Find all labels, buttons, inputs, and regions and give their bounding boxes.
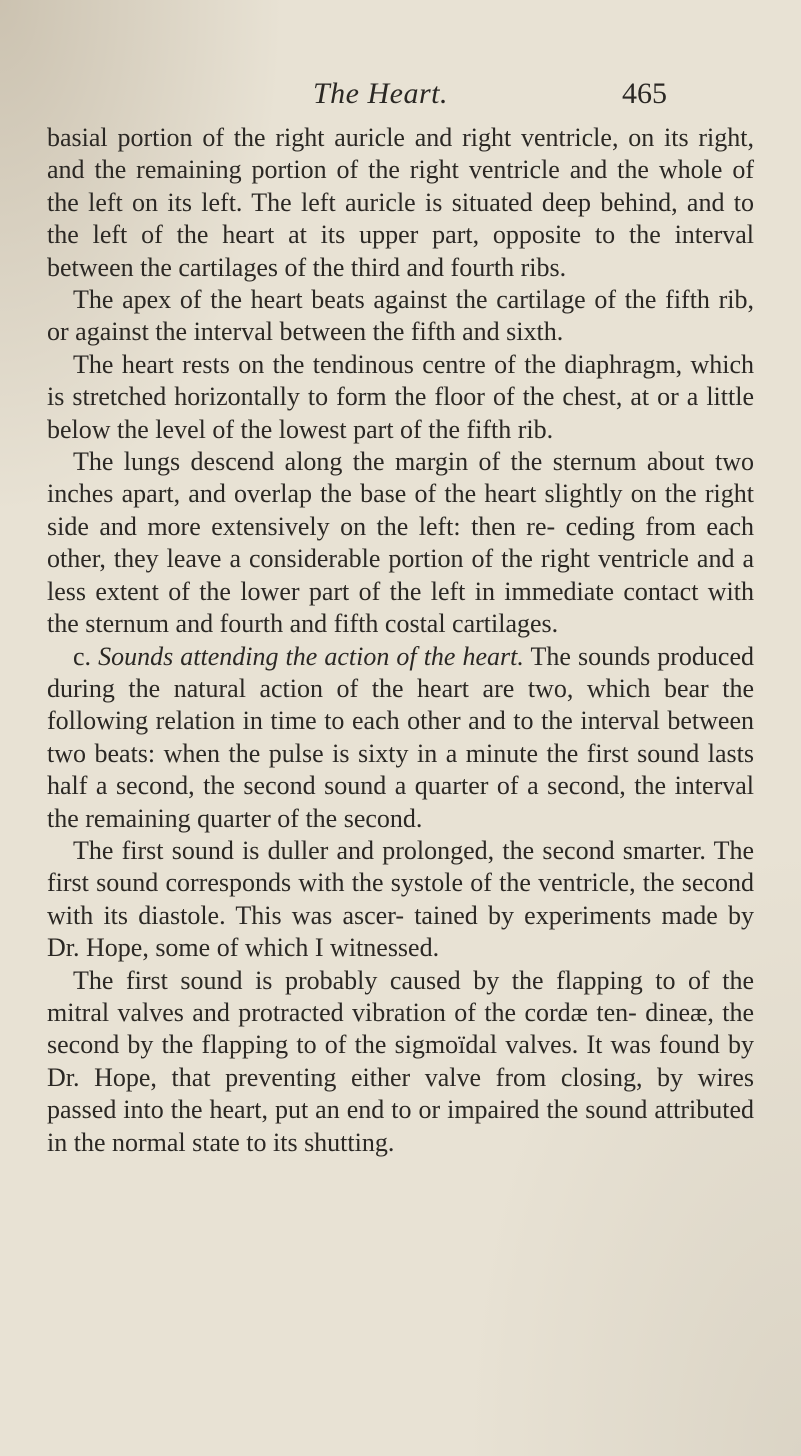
section-title: Sounds attending the action of the heart. [98,641,524,671]
paragraph-apex: The apex of the heart beats against the cartilage of the fifth rib, or against the interval between the fifth and sixth. [47,285,754,347]
body-text [47,122,754,1159]
section-label: c. [73,641,92,671]
paragraph-continuation: basial portion of the right auricle and right ventricle, on its right, and the remaining portion of the right ventricle and the whole of the left on its left. The left auricle is situated deep behind, and to the left of the heart at its upper part, opposite to the interval between the cartilages of the third and fourth ribs. [47,123,754,282]
running-title: The Heart. [313,77,448,110]
paragraph-lungs: The lungs descend along the margin of the sternum about two inches apart, and overlap the base of the heart slightly on the right side and more extensively on the left: then re- ceding from each other, they leave a considerable portion of the right ventricle and a less extent of the lower part of the left in immediate contact with the sternum and fourth and fifth costal cartilages. [47,447,754,639]
paragraph-mitral-valves: The first sound is probably caused by the flapping to of the mitral valves and protracted vibration of the cordæ ten- dineæ, the second by the flapping to of the sigmoïdal valves. It was found by Dr. Hope, that preventing either valve from closing, by wires passed into the heart, put an end to or impaired the sound attributed in the normal state to its shutting. [47,965,754,1157]
paragraph-diaphragm: The heart rests on the tendinous centre of the diaphragm, which is stretched horizontally to form the floor of the chest, at or a little below the level of the lowest part of the fifth rib. [47,349,754,444]
paragraph-sounds [47,641,754,835]
page-header [0,76,801,116]
paragraph-sounds-text: The sounds produced during the natural action of the heart are two, which bear the following relation in time to each other and to the interval between two beats: when the pulse is sixty in a minute the first sound lasts half a second, the second sound a quarter of a second, the interval the remaining quarter of the second. [47,641,755,833]
paragraph-first-sound: The first sound is duller and prolonged, the second smarter. The first sound corresponds with the systole of the ventricle, the second with its diastole. This was ascer- tained by experiments made by Dr. Hope, some of which I witnessed. [47,835,754,963]
page-number: 465 [622,77,667,110]
